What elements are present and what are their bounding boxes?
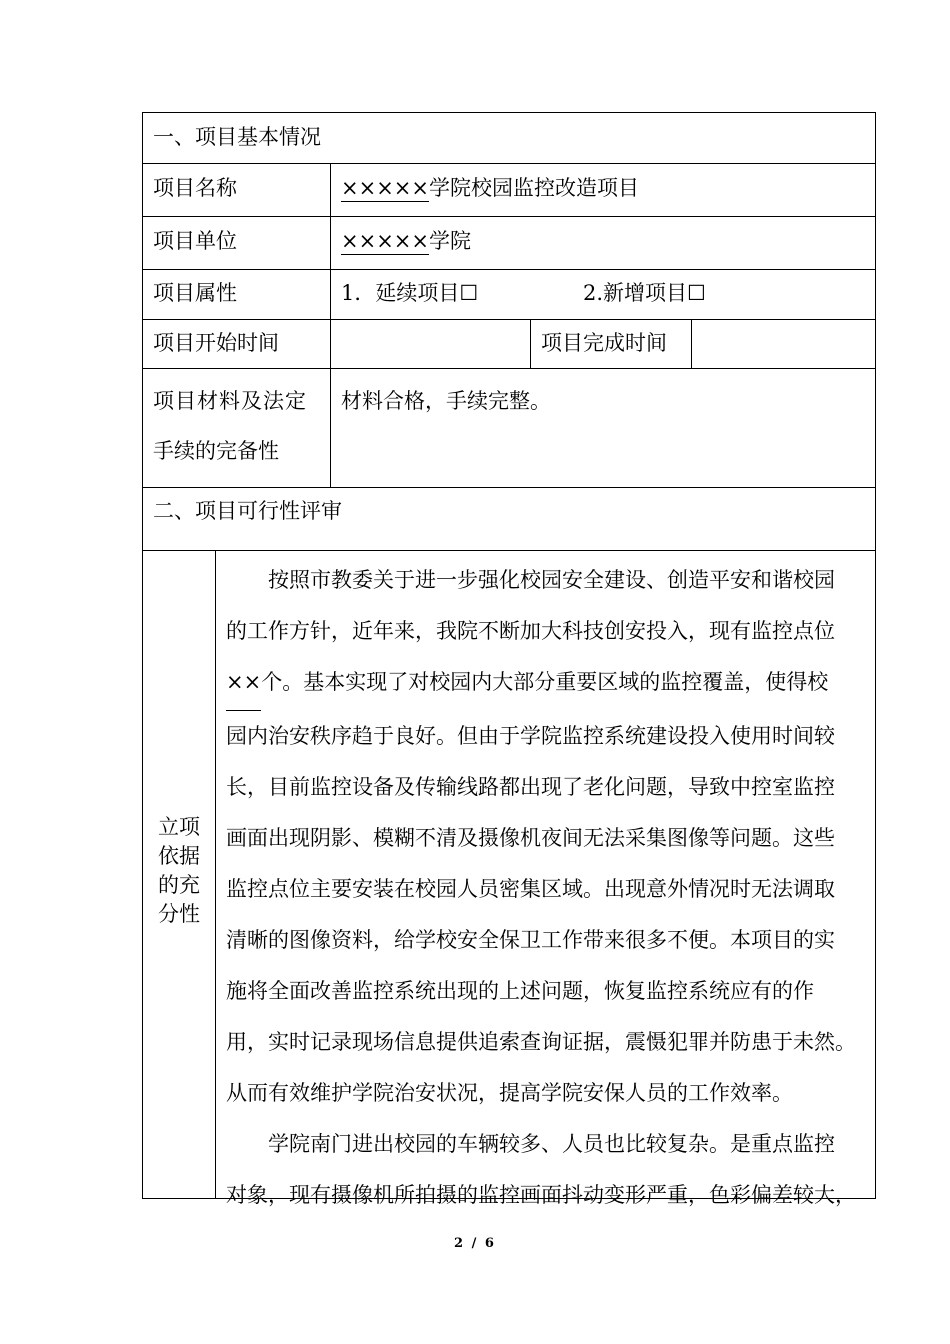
- project-review-table: [142, 112, 876, 1207]
- project-name-suffix: 学院校园监控改造项目: [428, 176, 639, 200]
- basis-label-line: 分性: [158, 902, 200, 926]
- materials-row: [143, 369, 875, 488]
- basis-label-line: 依据: [158, 844, 200, 868]
- section1-title: 一、项目基本情况: [153, 125, 321, 149]
- section1-row: [143, 113, 875, 164]
- materials-value: 材料合格，手续完整。: [341, 389, 551, 413]
- section2-row: [143, 488, 875, 551]
- materials-label-line1: 项目材料及法定: [153, 389, 307, 413]
- basis-label-line: 立项: [158, 815, 200, 839]
- paragraph-1: [226, 555, 866, 1119]
- text-line: [226, 657, 866, 711]
- text-line: 学院南门进出校园的车辆较多、人员也比较复杂。是重点监控: [268, 1132, 835, 1156]
- project-attr-value-cell: [330, 270, 875, 319]
- project-name-row: [143, 164, 875, 217]
- end-time-label-cell: [530, 320, 691, 368]
- end-time-label: 项目完成时间: [541, 331, 667, 355]
- text-line: 从而有效维护学院治安状况，提高学院安保人员的工作效率。: [226, 1081, 793, 1105]
- page-number: 2 / 6: [454, 1236, 496, 1251]
- attr-option-new[interactable]: 2.新增项目☐: [583, 281, 706, 305]
- basis-text: [226, 555, 866, 1221]
- project-unit-value-cell: [330, 217, 875, 269]
- project-unit-row: [143, 217, 875, 270]
- text-line: 园内治安秩序趋于良好。但由于学院监控系统建设投入使用时间较: [226, 724, 835, 748]
- text-line: 施将全面改善监控系统出现的上述问题，恢复监控系统应有的作: [226, 979, 814, 1003]
- project-name-value: [341, 178, 639, 202]
- basis-label: [143, 813, 215, 929]
- project-name-value-cell: [330, 164, 875, 216]
- text-line: 长，目前监控设备及传输线路都出现了老化问题，导致中控室监控: [226, 775, 835, 799]
- paragraph-2: [226, 1119, 866, 1221]
- project-name-label: 项目名称: [153, 176, 237, 200]
- materials-value-cell: [330, 369, 875, 487]
- basis-row: [143, 551, 875, 1207]
- project-unit-value: [341, 231, 471, 255]
- text-line: 清晰的图像资料，给学校安全保卫工作带来很多不便。本项目的实: [226, 928, 835, 952]
- text-line: 监控点位主要安装在校园人员密集区域。出现意外情况时无法调取: [226, 877, 835, 901]
- monitor-count-redacted: ××: [226, 657, 261, 711]
- project-unit-suffix: 学院: [428, 229, 471, 253]
- attr-option-continue[interactable]: 1．延续项目☐: [341, 281, 479, 305]
- text-line: 用，实时记录现场信息提供追索查询证据，震慑犯罪并防患于未然。: [226, 1030, 856, 1054]
- basis-content-cell: [215, 551, 875, 1207]
- project-attr-row: [143, 270, 875, 320]
- text-line: 画面出现阴影、模糊不清及摄像机夜间无法采集图像等问题。这些: [226, 826, 835, 850]
- text-line: 对象，现有摄像机所拍摄的监控画面抖动变形严重，色彩偏差较大，: [226, 1183, 856, 1207]
- text-line-rest: 个。基本实现了对校园内大部分重要区域的监控覆盖，使得校: [261, 670, 829, 694]
- project-name-redacted: ×××××: [341, 176, 429, 200]
- project-attr-label: 项目属性: [153, 281, 237, 305]
- project-time-row: [143, 320, 875, 369]
- text-line: 按照市教委关于进一步强化校园安全建设、创造平安和谐校园: [268, 568, 835, 592]
- section2-title: 二、项目可行性评审: [153, 499, 342, 523]
- text-line: 的工作方针，近年来，我院不断加大科技创安投入，现有监控点位: [226, 619, 835, 643]
- project-unit-redacted: ×××××: [341, 229, 429, 253]
- materials-label-line2: 手续的完备性: [153, 439, 279, 463]
- start-time-label: 项目开始时间: [153, 331, 279, 355]
- basis-label-line: 的充: [158, 873, 200, 897]
- project-unit-label: 项目单位: [153, 229, 237, 253]
- end-time-value-cell[interactable]: [691, 320, 875, 368]
- start-time-value-cell[interactable]: [330, 320, 530, 368]
